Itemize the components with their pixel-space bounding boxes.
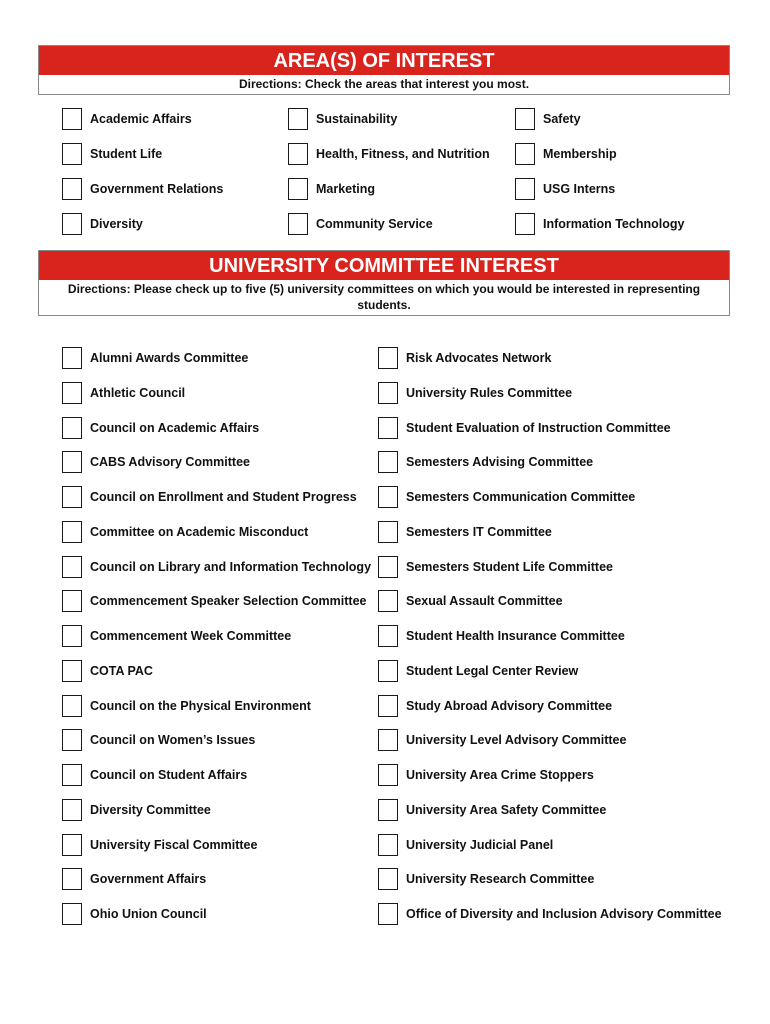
checkbox-label: CABS Advisory Committee [90, 455, 250, 470]
checkbox-item[interactable] [378, 832, 553, 858]
checkbox-label: University Area Safety Committee [406, 802, 607, 817]
checkbox-label: Risk Advocates Network [406, 351, 552, 365]
checkbox-label: Sexual Assault Committee [406, 594, 563, 609]
checkbox[interactable] [62, 729, 82, 751]
checklist-row [0, 211, 770, 237]
checkbox[interactable] [62, 382, 82, 404]
checkbox[interactable] [288, 143, 308, 165]
checkbox[interactable] [378, 486, 398, 508]
checkbox[interactable] [378, 382, 398, 404]
checkbox-label: Student Legal Center Review [406, 663, 579, 678]
checkbox-label: Commencement Speaker Selection Committee [90, 594, 367, 609]
checkbox[interactable] [62, 660, 82, 682]
checkbox-item[interactable] [62, 449, 250, 475]
checkbox-item[interactable] [62, 866, 206, 892]
checkbox-label: Council on Library and Information Technology [90, 559, 372, 574]
checkbox-label: Council on Student Affairs [90, 768, 248, 782]
checkbox-label: Council on Enrollment and Student Progress [90, 490, 357, 504]
checkbox-label: University Judicial Panel [406, 837, 554, 852]
checkbox-label: Community Service [316, 217, 433, 231]
checkbox[interactable] [288, 178, 308, 200]
checkbox-label: Student Life [90, 147, 163, 161]
checkbox[interactable] [515, 143, 535, 165]
checkbox-item[interactable] [378, 484, 635, 510]
checkbox-item[interactable] [288, 211, 433, 237]
checkbox[interactable] [288, 213, 308, 235]
checkbox-label: Academic Affairs [90, 112, 192, 126]
checkbox[interactable] [378, 868, 398, 890]
checkbox-label: University Research Committee [406, 872, 595, 887]
checkbox[interactable] [62, 213, 82, 235]
checklist-row [0, 484, 770, 510]
checkbox-item[interactable] [515, 176, 615, 202]
checkbox-item[interactable] [62, 519, 308, 545]
checkbox-label: Semesters Advising Committee [406, 455, 594, 470]
checkbox[interactable] [62, 799, 82, 821]
checkbox-item[interactable] [378, 797, 606, 823]
checklist-row [0, 345, 770, 371]
checklist-row [0, 797, 770, 823]
committees-title: UNIVERSITY COMMITTEE INTEREST [39, 251, 729, 280]
checkbox-label: Athletic Council [90, 385, 186, 400]
checkbox-item[interactable] [62, 106, 192, 132]
checkbox-label: Office of Diversity and Inclusion Advisory Committee [406, 907, 722, 921]
checkbox-label: University Area Crime Stoppers [406, 768, 594, 782]
checkbox-item[interactable] [378, 658, 578, 684]
checklist-row [0, 693, 770, 719]
checkbox-label: Diversity Committee [90, 802, 211, 817]
checkbox-item[interactable] [515, 211, 684, 237]
checkbox-label: Marketing [316, 182, 376, 196]
checkbox[interactable] [62, 521, 82, 543]
checkbox[interactable] [378, 903, 398, 925]
checkbox-label: Council on the Physical Environment [90, 698, 311, 713]
committees-header [38, 250, 730, 316]
checkbox-item[interactable] [378, 380, 572, 406]
checkbox-label: Semesters IT Committee [406, 524, 552, 539]
checkbox[interactable] [62, 764, 82, 786]
checkbox[interactable] [378, 347, 398, 369]
checkbox[interactable] [62, 108, 82, 130]
checkbox[interactable] [62, 834, 82, 856]
checkbox-item[interactable] [62, 211, 143, 237]
checkbox-label: Information Technology [543, 217, 685, 231]
checkbox-label: Government Affairs [90, 872, 207, 887]
checklist-row [0, 106, 770, 132]
checkbox-item[interactable] [288, 106, 397, 132]
checklist-row [0, 866, 770, 892]
checkbox-item[interactable] [62, 797, 211, 823]
checkbox-item[interactable] [62, 693, 311, 719]
checkbox-item[interactable] [62, 832, 257, 858]
checkbox-item[interactable] [62, 345, 248, 371]
areas-header [38, 45, 730, 95]
checkbox[interactable] [62, 451, 82, 473]
checkbox[interactable] [62, 590, 82, 612]
checklist-row [0, 832, 770, 858]
checkbox-label: Membership [543, 147, 617, 161]
areas-directions: Directions: Check the areas that interest you most. [238, 77, 530, 91]
checkbox[interactable] [378, 834, 398, 856]
checkbox[interactable] [378, 451, 398, 473]
checkbox[interactable] [62, 625, 82, 647]
checkbox[interactable] [62, 417, 82, 439]
checklist-row [0, 415, 770, 441]
checklist-row [0, 658, 770, 684]
checkbox[interactable] [378, 417, 398, 439]
checkbox[interactable] [62, 486, 82, 508]
checkbox-item[interactable] [62, 484, 357, 510]
checkbox-label: Alumni Awards Committee [90, 351, 249, 365]
checkbox-item[interactable] [378, 588, 563, 614]
checkbox[interactable] [378, 729, 398, 751]
checkbox-item[interactable] [62, 141, 162, 167]
checkbox-label: Commencement Week Committee [90, 629, 292, 643]
checkbox-label: Government Relations [90, 182, 224, 196]
checklist-row [0, 519, 770, 545]
checkbox-label: USG Interns [543, 182, 616, 196]
checkbox-item[interactable] [378, 727, 626, 753]
checkbox-item[interactable] [62, 762, 247, 788]
checklist-row [0, 554, 770, 580]
checkbox[interactable] [62, 143, 82, 165]
checkbox-label: Safety [543, 112, 581, 126]
checkbox-item[interactable] [378, 901, 722, 927]
checkbox[interactable] [378, 695, 398, 717]
checkbox-label: Student Evaluation of Instruction Committee [406, 420, 671, 435]
checkbox-item[interactable] [62, 623, 291, 649]
checklist-row [0, 449, 770, 475]
checkbox-item[interactable] [62, 176, 223, 202]
checklist-row [0, 176, 770, 202]
checkbox-item[interactable] [62, 901, 207, 927]
checklist-row [0, 380, 770, 406]
checkbox-item[interactable] [62, 727, 255, 753]
checkbox[interactable] [62, 695, 82, 717]
checkbox-item[interactable] [378, 345, 551, 371]
checkbox-label: Semesters Student Life Committee [406, 559, 613, 574]
checklist-row [0, 588, 770, 614]
checkbox[interactable] [515, 108, 535, 130]
checkbox-item[interactable] [515, 106, 581, 132]
areas-title: AREA(S) OF INTEREST [39, 46, 729, 75]
checklist-row [0, 623, 770, 649]
checkbox-item[interactable] [62, 380, 185, 406]
committees-directions: Directions: Please check up to five (5) university committees on which you would be interested in representing students. [67, 282, 701, 312]
checkbox-label: Health, Fitness, and Nutrition [316, 147, 490, 161]
checklist-row [0, 141, 770, 167]
checkbox[interactable] [378, 660, 398, 682]
checkbox[interactable] [62, 178, 82, 200]
checkbox[interactable] [62, 868, 82, 890]
checkbox-item[interactable] [515, 141, 617, 167]
checkbox-item[interactable] [62, 658, 153, 684]
checkbox-label: University Fiscal Committee [90, 837, 258, 852]
checkbox[interactable] [515, 213, 535, 235]
checkbox-label: COTA PAC [90, 663, 153, 678]
checkbox[interactable] [378, 556, 398, 578]
checkbox-item[interactable] [378, 762, 594, 788]
checkbox-item[interactable] [378, 554, 613, 580]
checkbox[interactable] [62, 903, 82, 925]
checkbox[interactable] [378, 799, 398, 821]
checkbox-item[interactable] [378, 449, 593, 475]
checklist-row [0, 727, 770, 753]
checkbox-label: Council on Women’s Issues [90, 733, 256, 748]
checkbox-item[interactable] [378, 415, 671, 441]
checkbox-label: Semesters Communication Committee [406, 490, 636, 504]
checkbox-item[interactable] [62, 554, 371, 580]
checklist-row [0, 901, 770, 927]
checkbox-label: Student Health Insurance Committee [406, 629, 625, 643]
checkbox-label: University Rules Committee [406, 385, 573, 400]
checkbox-label: Committee on Academic Misconduct [90, 524, 309, 539]
checkbox-item[interactable] [288, 141, 490, 167]
checkbox[interactable] [378, 764, 398, 786]
checkbox-label: Study Abroad Advisory Committee [406, 698, 613, 713]
checkbox[interactable] [62, 556, 82, 578]
checklist-row [0, 762, 770, 788]
checkbox-item[interactable] [62, 415, 259, 441]
checkbox-label: Council on Academic Affairs [90, 420, 260, 435]
checkbox[interactable] [378, 521, 398, 543]
checkbox-label: Sustainability [316, 112, 398, 126]
checkbox[interactable] [515, 178, 535, 200]
checkbox-item[interactable] [378, 623, 625, 649]
checkbox[interactable] [378, 590, 398, 612]
checkbox-label: Diversity [90, 217, 143, 231]
checkbox-item[interactable] [378, 519, 552, 545]
checkbox-item[interactable] [62, 588, 366, 614]
checkbox-item[interactable] [288, 176, 375, 202]
checkbox[interactable] [288, 108, 308, 130]
checkbox-item[interactable] [378, 866, 594, 892]
checkbox[interactable] [378, 625, 398, 647]
checkbox-item[interactable] [378, 693, 612, 719]
checkbox[interactable] [62, 347, 82, 369]
checkbox-label: University Level Advisory Committee [406, 733, 627, 748]
checkbox-label: Ohio Union Council [90, 907, 207, 921]
